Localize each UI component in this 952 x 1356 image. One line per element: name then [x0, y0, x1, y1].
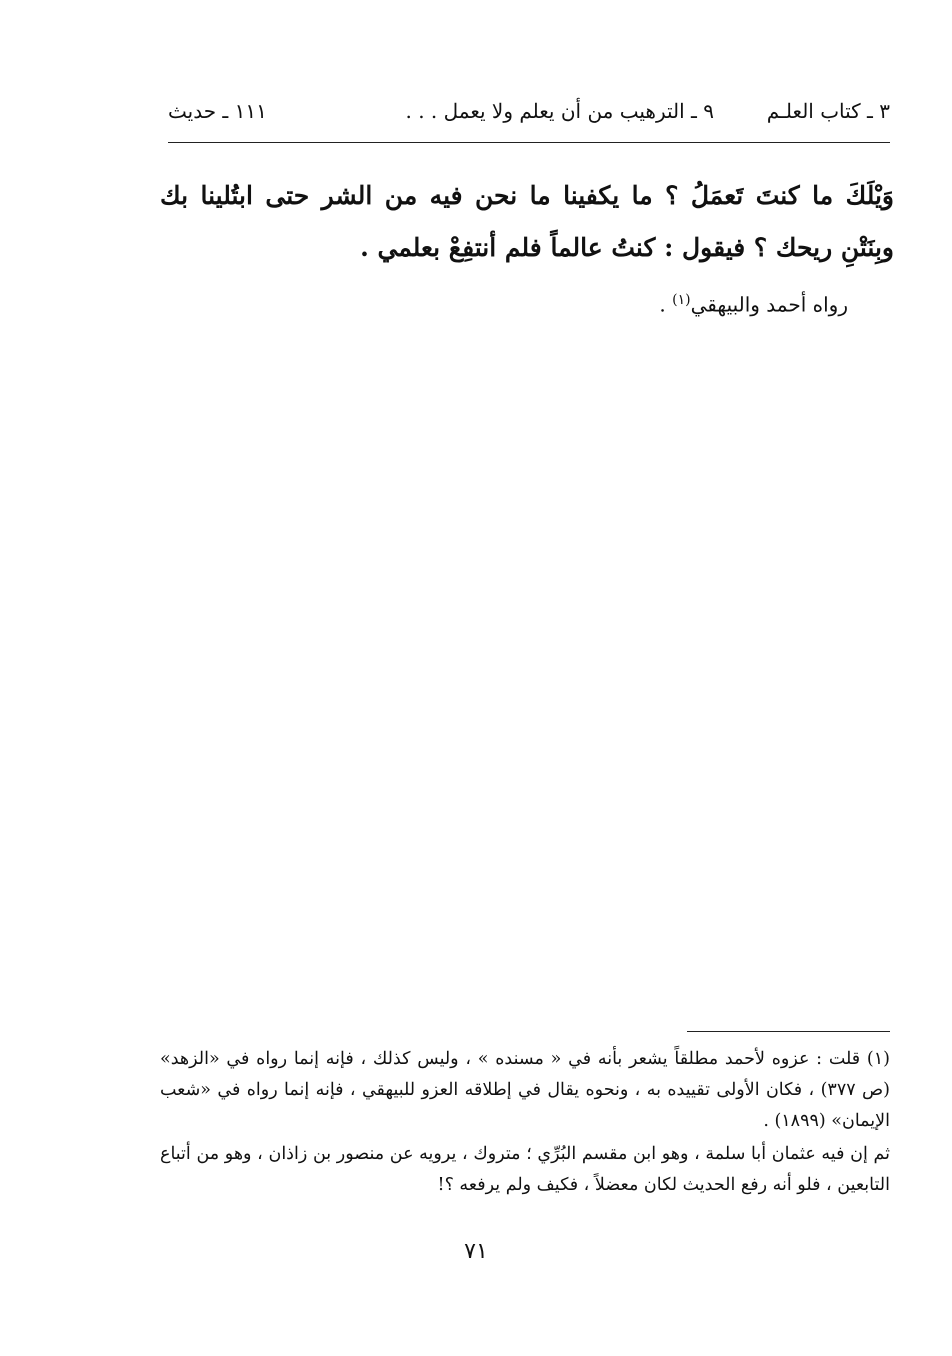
- source-text: رواه أحمد والبيهقي: [690, 292, 848, 317]
- header-section-title: ٩ ـ الترهيب من أن يعلم ولا يعمل . . .: [405, 99, 714, 123]
- page-number: ٧١: [464, 1239, 488, 1264]
- hadith-source: [160, 282, 848, 323]
- header-chapter-title: ٣ ـ كتاب العلـم: [766, 99, 890, 123]
- footnote-divider: [687, 1031, 890, 1032]
- footnote-marker: (١): [672, 292, 691, 308]
- header-hadith-number: ١١١ ـ حديث: [168, 99, 267, 123]
- source-end: .: [659, 292, 673, 317]
- hadith-text: وَيْلَكَ ما كنتَ تَعمَلُ ؟ ما يكفينا ما نحن فيه من الشر حتى ابتُلينا بك وبِنَتْنِ ريحك ؟ فيقول : كنتُ عالماً فلم أنتفِعْ بعلمي .: [160, 181, 894, 262]
- footnote-paragraph-1: (١) قلت : عزوه لأحمد مطلقاً يشعر بأنه في « مسنده » ، وليس كذلك ، فإنه إنما رواه في «الزهد» (ص ٣٧٧) ، فكان الأولى تقييده به ، ونحوه يقال في إطلاقه العزو للبيهقي ، فإنه إنما رواه في «شعب الإيمان» (١٨٩٩) .: [160, 1049, 890, 1131]
- footnote-paragraph-2: ثم إن فيه عثمان أبا سلمة ، وهو ابن مقسم البُرِّي ؛ متروك ، يرويه عن منصور بن زاذان ، وهو من أتباع التابعين ، فلو أنه رفع الحديث لكان معضلاً ، فكيف ولم يرفعه ؟!: [160, 1144, 890, 1195]
- running-header: [168, 94, 890, 128]
- header-divider: [168, 142, 890, 143]
- footnotes: [160, 1044, 890, 1201]
